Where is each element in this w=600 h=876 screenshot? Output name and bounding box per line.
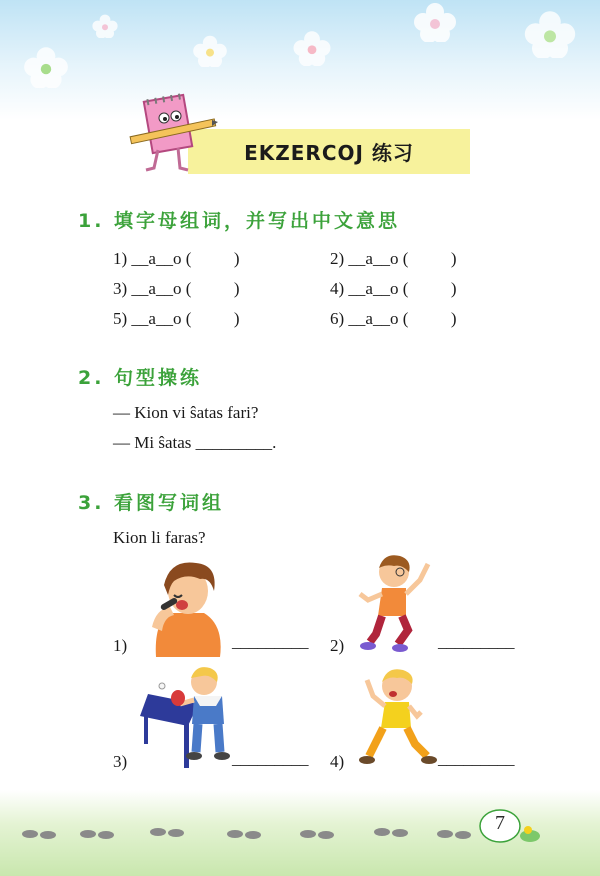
footprint-icon — [298, 826, 338, 842]
flower-icon — [410, 2, 460, 42]
picture-prompt: Kion li faras? — [113, 528, 206, 547]
pattern-answer: — Mi ŝatas _________. — [113, 433, 277, 452]
section1-heading: 1. 填字母组词，并写出中文意思 — [78, 210, 401, 232]
footprint-icon — [435, 826, 475, 842]
answer-blank: _________ — [232, 749, 309, 768]
picture-label: 2) — [330, 636, 345, 655]
pattern-question: — Kion vi ŝatas fari? — [113, 403, 259, 422]
page-number: 7 — [495, 812, 505, 834]
exercise-item: 2) __a__o ( ) — [330, 249, 457, 268]
footprint-icon — [78, 826, 118, 842]
answer-blank: _________ — [232, 632, 309, 651]
picture-label: 4) — [330, 752, 345, 771]
exercise-item: 4) __a__o ( ) — [330, 279, 457, 298]
picture-label: 1) — [113, 636, 128, 655]
boy-jumping-illustration — [355, 662, 439, 768]
flower-icon — [290, 30, 334, 66]
boy-ping-pong-illustration — [140, 664, 240, 768]
exercise-item: 1) __a__o ( ) — [113, 249, 240, 268]
section3-heading: 3. 看图写词组 — [78, 492, 225, 514]
answer-blank: _________ — [438, 749, 515, 768]
exercise-item: 3) __a__o ( ) — [113, 279, 240, 298]
boy-dancing-illustration — [354, 550, 436, 654]
boy-singing-illustration — [140, 555, 230, 657]
picture-label: 3) — [113, 752, 128, 771]
answer-blank: _________ — [438, 632, 515, 651]
section2-heading: 2. 句型操练 — [78, 367, 203, 389]
footprint-icon — [372, 824, 412, 840]
exercise-item: 6) __a__o ( ) — [330, 309, 457, 328]
footprint-icon — [225, 826, 265, 842]
footprint-icon — [20, 826, 60, 842]
banner-title: EKZERCOJ 练习 — [244, 141, 414, 165]
flower-icon — [90, 14, 120, 38]
footprint-icon — [148, 824, 188, 840]
flower-icon — [190, 35, 230, 67]
flower-icon — [520, 10, 580, 58]
notepad-mascot-icon — [122, 92, 218, 176]
exercise-item: 5) __a__o ( ) — [113, 309, 240, 328]
exercise-banner — [188, 129, 470, 174]
flower-icon — [20, 46, 72, 88]
